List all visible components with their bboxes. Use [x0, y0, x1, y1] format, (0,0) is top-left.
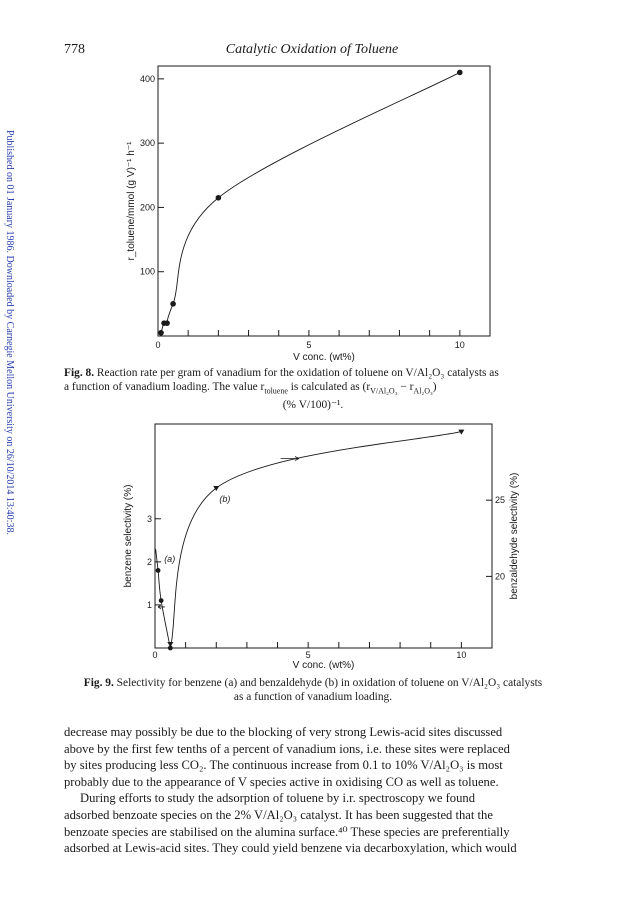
x-tick-label: 10	[454, 340, 465, 350]
series-b-point	[213, 486, 219, 491]
body-line: adsorbed at Lewis-acid sites. They could yield benzene via decarboxylation, which would	[64, 841, 517, 856]
x-tick-label: 5	[306, 340, 312, 350]
series-a-label: (a)	[164, 553, 176, 564]
figure-9-label: Fig. 9.	[83, 677, 114, 689]
x-tick-label: 0	[155, 340, 161, 350]
y-right-tick-label: 25	[495, 495, 506, 506]
data-point	[457, 70, 463, 76]
x-tick-label: 0	[152, 650, 158, 660]
plot-frame	[158, 66, 490, 336]
figure-8-caption-line-3: (% V/100)⁻¹.	[282, 399, 344, 412]
y-right-tick-label: 20	[495, 571, 506, 582]
series-b-line	[170, 432, 461, 648]
figure-9-caption	[64, 676, 562, 704]
page-number: 778	[64, 42, 85, 57]
figure-9-caption-line-2: as a function of vanadium loading.	[233, 691, 393, 703]
series-line	[161, 72, 460, 332]
figure-9-caption-line-1: Selectivity for benzene (a) and benzaldehyde (b) in oxidation of toluene on V/Al₂O₃ catalysts	[116, 677, 543, 689]
x-axis-label: V conc. (wt%)	[293, 352, 355, 363]
body-line: probably due to the appearance of V species active in oxidising CO as well as toluene.	[64, 774, 499, 789]
plot-frame	[155, 424, 492, 648]
y-tick-label: 200	[139, 202, 155, 213]
x-axis-label: V conc. (wt%)	[292, 660, 355, 671]
x-tick-label: 10	[456, 650, 467, 660]
y-left-axis-label: benzene selectivity (%)	[123, 484, 134, 588]
y-axis-label: r_toluene/mmol (g V)⁻¹ h⁻¹	[126, 141, 137, 261]
side-note-text: Published on 01 January 1986. Downloaded by Carnegie Mellon University on 26/10/2014 13:40:38.	[4, 130, 15, 535]
body-line: During efforts to study the adsorption of toluene by i.r. spectroscopy we found	[80, 791, 475, 806]
running-title: Catalytic Oxidation of Toluene	[225, 42, 399, 57]
series-b-point	[167, 642, 173, 647]
series-a-point	[159, 598, 164, 603]
data-point	[158, 330, 164, 336]
figure-8-caption-line-2a: a function of vanadium loading. The value r	[64, 381, 265, 393]
data-point	[216, 195, 222, 201]
series-b-label: (b)	[219, 494, 231, 504]
body-line: by sites producing less CO₂. The continuous increase from 0.1 to 10% V/Al₂O₃ is most	[64, 758, 503, 773]
body-line: above by the first few tenths of a percent of vanadium ions, i.e. these sites were replaced	[64, 741, 510, 756]
y-left-tick-label: 3	[146, 513, 152, 524]
y-tick-label: 300	[139, 138, 155, 149]
figure-8-caption-line-2b: is calculated as (r	[290, 381, 371, 393]
body-line: decrease may possibly be due to the blocking of very strong Lewis-acid sites discussed	[64, 725, 503, 739]
series-a-axis-arrow	[158, 605, 165, 609]
y-right-axis-label: benzaldehyde selectivity (%)	[509, 472, 520, 600]
body-line: adsorbed benzoate species on the 2% V/Al₂O₃ catalyst. It has been suggested that the	[64, 807, 493, 822]
figure-8-label: Fig. 8.	[64, 367, 95, 379]
y-tick-label: 400	[139, 73, 155, 84]
y-left-tick-label: 1	[146, 599, 152, 610]
figure-8-caption-line-1: Reaction rate per gram of vanadium for the oxidation of toluene on V/Al₂O₃ catalysts as	[96, 367, 499, 379]
data-point	[170, 301, 176, 307]
x-tick-label: 5	[305, 650, 311, 660]
body-text	[64, 724, 562, 857]
series-a-point	[156, 568, 161, 573]
data-point	[164, 320, 170, 326]
figure-8-caption: Fig. 8. Reaction rate per gram of vanadium for the oxidation of toluene on V/Al₂O₃ catalysts as a function of vanadium loading. The value $r_{toluene}$ is calculated as $(r_{V/Al_2O_3} - r_{Al_2O_3})$ (% V/100)⁻¹.	[64, 366, 562, 412]
y-left-tick-label: 2	[146, 556, 152, 567]
body-line: benzoate species are stabilised on the alumina surface.⁴⁰ These species are preferentially	[64, 824, 510, 839]
y-tick-label: 100	[139, 266, 155, 277]
